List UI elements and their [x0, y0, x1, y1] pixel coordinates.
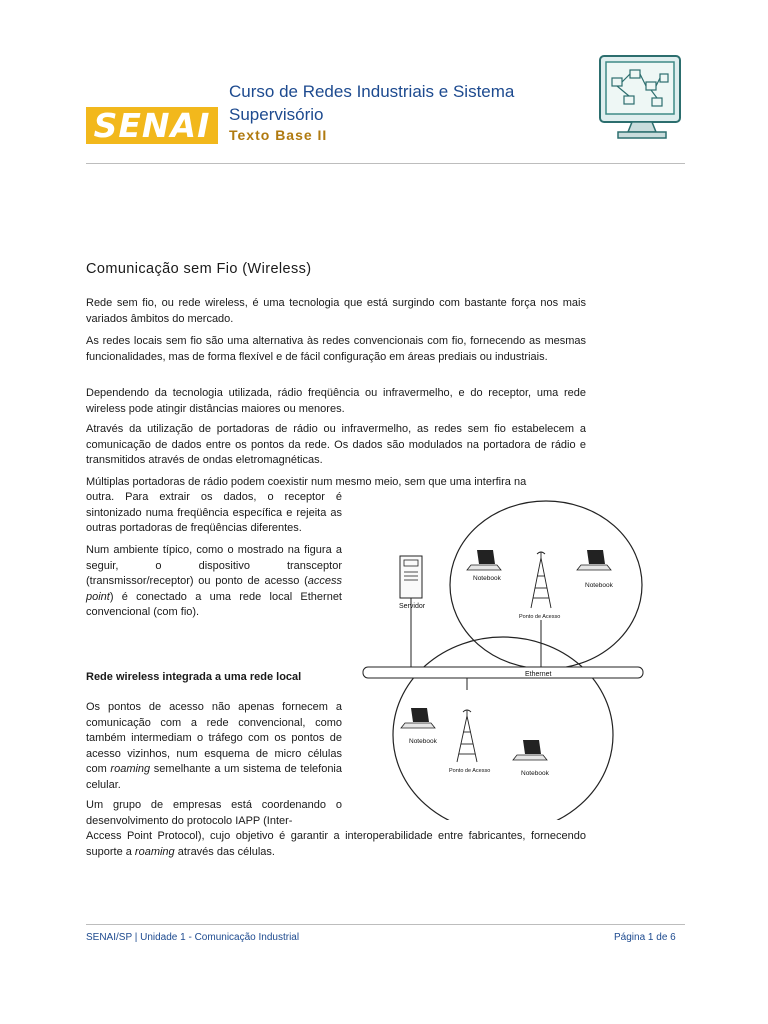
- paragraph-5-rest: outra. Para extrair os dados, o receptor é sintonizado numa freqüência específica e rejeita as outras portadoras de freqüências diferentes.: [86, 491, 342, 535]
- paragraph-6-italic: access point: [86, 575, 342, 603]
- section-title: Comunicação sem Fio (Wireless): [86, 261, 312, 277]
- paragraph-8-text-a: Access Point Protocol), cujo objetivo é garantir a interoperabilidade entre fabricantes, fornecendo suporte a: [86, 830, 586, 858]
- paragraph-8-full: [86, 829, 586, 860]
- notebook-icon: [401, 708, 435, 728]
- senai-logo: [86, 107, 218, 144]
- access-point-label-top: Ponto de Acesso: [519, 614, 561, 620]
- notebook-label-4: Notebook: [521, 770, 549, 777]
- footer-page-number: Página 1 de 6: [614, 932, 676, 943]
- paragraph-8-text-b: através das células.: [174, 845, 275, 858]
- notebook-icon: [467, 550, 501, 570]
- course-title-line2: Supervisório: [229, 105, 324, 124]
- paragraph-5-line1: Múltiplas portadoras de rádio podem coexistir num mesmo meio, sem que uma interfira na: [86, 476, 527, 488]
- footer-divider: [86, 924, 685, 925]
- paragraph-8-italic: roaming: [134, 845, 175, 858]
- notebook-icon: [577, 550, 611, 570]
- paragraph-7: [86, 700, 342, 794]
- paragraph-7-italic: roaming: [110, 763, 151, 776]
- antenna-tower-icon: [531, 552, 551, 608]
- monitor-network-icon: [596, 52, 688, 144]
- paragraph-4: Através da utilização de portadoras de rádio ou infravermelho, as redes sem fio estabelecem a comunicação de dados entre os pontos da rede. Os dados são modulados na portadora de rádio e transmitidos através de ondas eletromagnéticas.: [86, 423, 586, 467]
- paragraph-2: As redes locais sem fio são uma alternativa às redes convencionais com fio, fornecendo as mesmas funcionalidades, mas de forma flexível e de fácil configuração em áreas prediais ou industriais.: [86, 335, 586, 363]
- paragraph-7-text-a: Os pontos de acesso não apenas fornecem a comunicação com a rede convencional, como também intermediam o tráfego com os pontos de acesso vizinhos, num esquema de micro células com: [86, 701, 342, 776]
- course-title-line1: Curso de Redes Industriais e Sistema: [229, 82, 515, 101]
- paragraph-1: Rede sem fio, ou rede wireless, é uma tecnologia que está surgindo com bastante força nos mais variados âmbitos do mercado.: [86, 297, 586, 325]
- notebook-label-3: Notebook: [409, 738, 437, 745]
- footer-unit: SENAI/SP | Unidade 1 - Comunicação Industrial: [86, 932, 300, 943]
- paragraph-3: Dependendo da tecnologia utilizada, rádio freqüência ou infravermelho, e do receptor, uma rede wireless pode atingir distâncias maiores ou menores.: [86, 387, 586, 415]
- antenna-tower-icon: [457, 710, 477, 762]
- header-divider: [86, 163, 685, 164]
- ethernet-label: Ethernet: [525, 671, 552, 678]
- server-icon: [400, 556, 422, 667]
- paragraph-6-text-a: Num ambiente típico, como o mostrado na figura a seguir, o dispositivo transceptor (transmissor/receptor) ou ponto de acesso (: [86, 544, 342, 588]
- paragraph-6: [86, 543, 342, 621]
- document-subtitle: Texto Base II: [229, 127, 328, 143]
- notebook-label-2: Notebook: [585, 582, 613, 589]
- notebook-label-1: Notebook: [473, 575, 501, 582]
- logo-text: SENAI: [93, 107, 211, 144]
- cell-bottom-circle: [393, 637, 613, 820]
- paragraph-6-text-b: ) é conectado a uma rede local Ethernet convencional (com fio).: [86, 590, 342, 619]
- subheading-wireless-lan: Rede wireless integrada a uma rede local: [86, 671, 302, 683]
- wireless-network-diagram: [355, 490, 647, 820]
- access-point-label-bottom: Ponto de Acesso: [449, 768, 491, 774]
- notebook-icon: [513, 740, 547, 760]
- paragraph-8-narrow: Um grupo de empresas está coordenando o desenvolvimento do protocolo IAPP (Inter-: [86, 799, 342, 827]
- server-label: Servidor: [399, 603, 426, 610]
- ethernet-bus: [363, 667, 643, 678]
- paragraph-7-text-b: semelhante a um sistema de telefonia celular.: [86, 763, 342, 791]
